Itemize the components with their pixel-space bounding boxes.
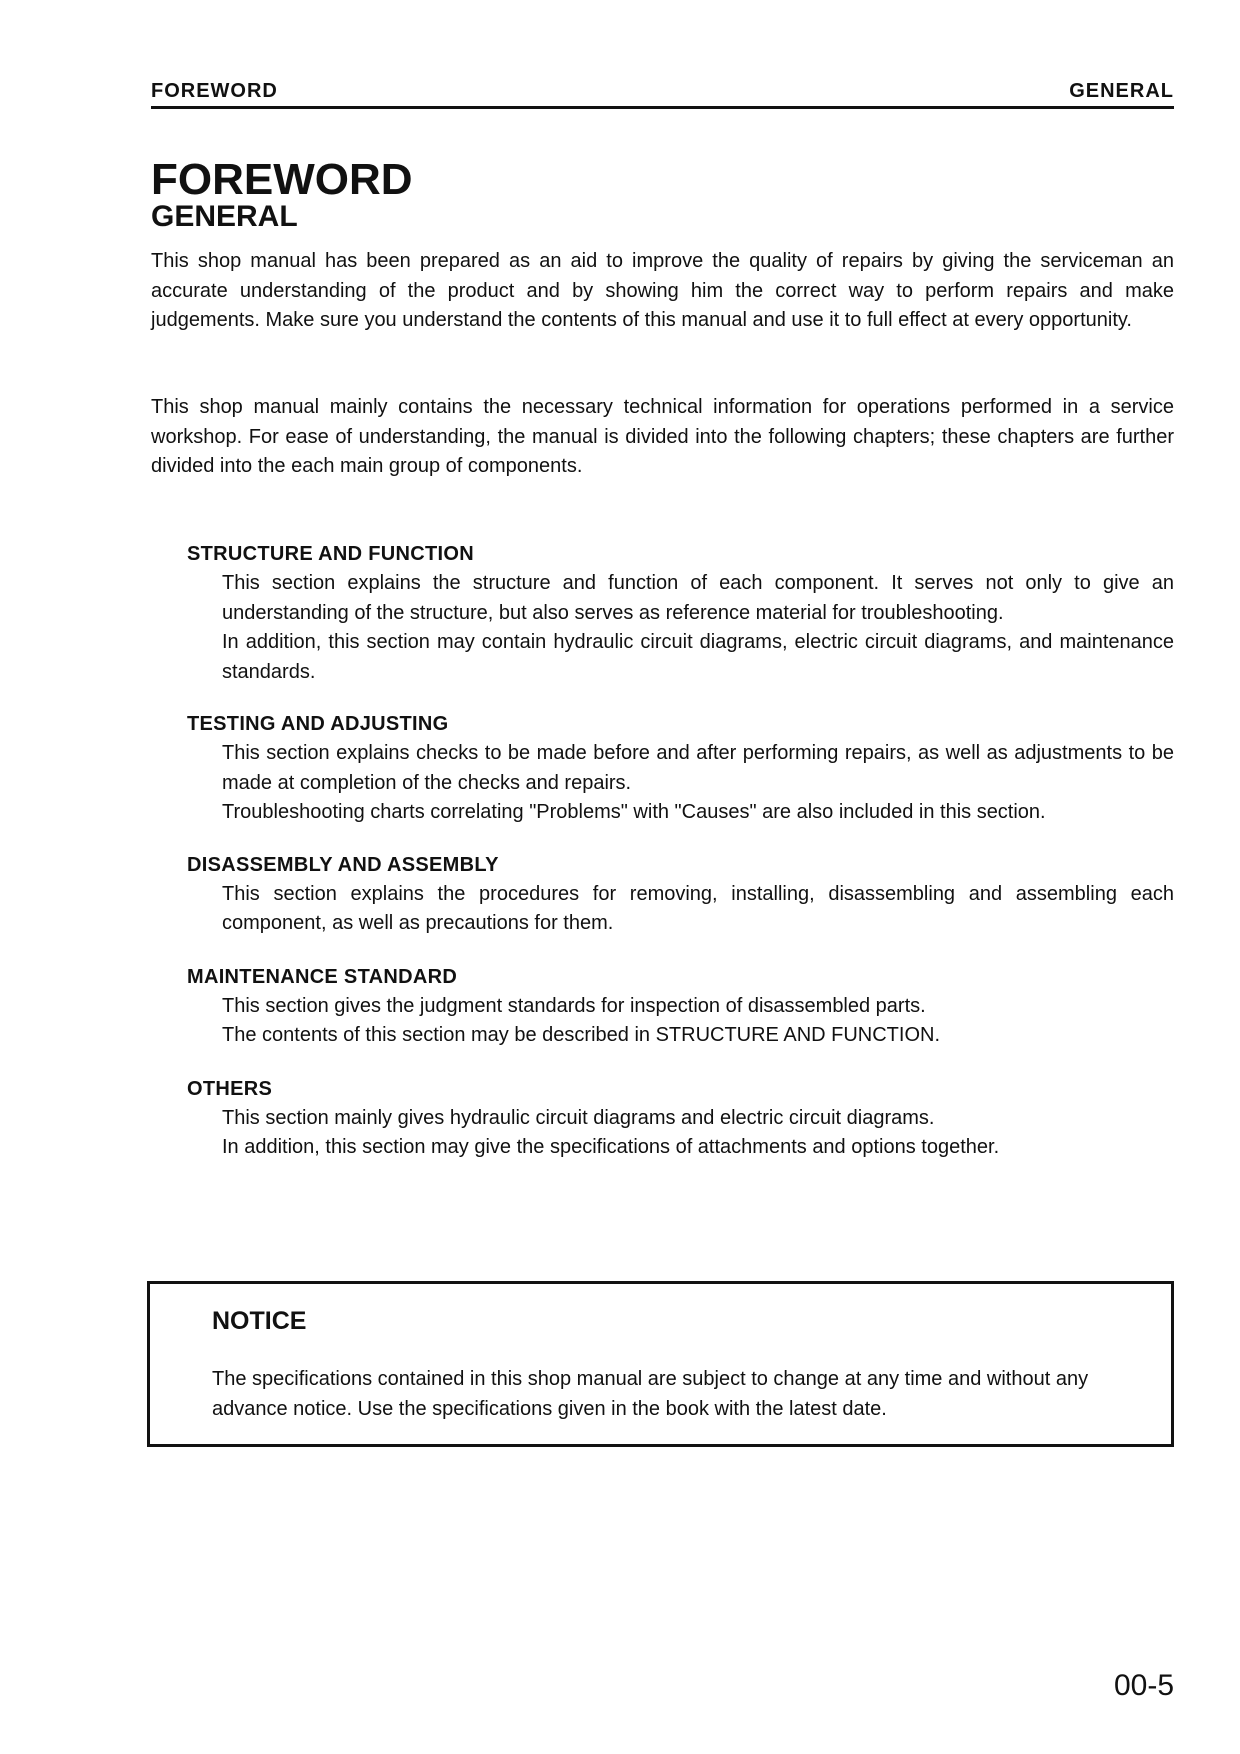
chapter-others: [187, 1074, 1174, 1163]
chapter-description: [222, 739, 1174, 828]
chapter-title: OTHERS: [187, 1077, 273, 1100]
chapter-description-line: This section mainly gives hydraulic circuit diagrams and electric circuit diagrams.: [222, 1106, 935, 1129]
chapter-title: MAINTENANCE STANDARD: [187, 965, 458, 988]
header-section-label: GENERAL: [1069, 80, 1174, 102]
chapter-testing-and-adjusting: [187, 709, 1174, 828]
chapter-description-line: Troubleshooting charts correlating "Problems" with "Causes" are also included in this section.: [222, 801, 1046, 823]
chapter-description-line: In addition, this section may give the specifications of attachments and options together.: [222, 1136, 1000, 1158]
chapter-title: TESTING AND ADJUSTING: [187, 713, 449, 735]
header-chapter-label: FOREWORD: [151, 80, 278, 102]
chapter-description-line: In addition, this section may contain hydraulic circuit diagrams, electric circuit diagrams, and maintenance standards.: [222, 631, 1174, 683]
page-number: 00-5: [1113, 1669, 1174, 1702]
chapter-description: [222, 992, 1174, 1051]
chapter-description-line: This section explains checks to be made before and after performing repairs, as well as adjustments to be made at completion of the checks and repairs.: [222, 742, 1174, 794]
notice-box: [147, 1281, 1174, 1447]
chapter-structure-and-function: [187, 539, 1174, 687]
page-subtitle: GENERAL: [151, 200, 298, 233]
page-title: FOREWORD: [151, 155, 413, 204]
chapter-title: STRUCTURE AND FUNCTION: [187, 543, 474, 565]
chapter-description-line: This section explains the procedures for removing, installing, disassembling and assembling each component, as well as precautions for them.: [222, 882, 1174, 934]
notice-text: The specifications contained in this shop manual are subject to change at any time and without any advance notice. Use the specifications given in the book with the latest date.: [212, 1368, 1089, 1420]
chapter-description-line: This section explains the structure and function of each component. It serves not only to give an understanding of the structure, but also serves as reference material for troubleshooting.: [222, 572, 1174, 624]
intro-paragraph: This shop manual has been prepared as an aid to improve the quality of repairs by giving the serviceman an accurate understanding of the product and by showing him the correct way to perform repairs and make judgements. Make sure you understand the contents of this manual and use it to full effect at every opportunity.: [151, 250, 1174, 331]
chapter-title: DISASSEMBLY AND ASSEMBLY: [187, 853, 499, 876]
chapter-maintenance-standard: [187, 962, 1174, 1051]
chapter-description: [222, 880, 1174, 939]
chapter-description-line: This section gives the judgment standards for inspection of disassembled parts.: [222, 994, 926, 1017]
chapter-disassembly-and-assembly: [187, 850, 1174, 939]
page-header: [151, 80, 1174, 109]
chapter-list: [187, 539, 1174, 1163]
contents-paragraph: This shop manual mainly contains the necessary technical information for operations performed in a service workshop. For ease of understanding, the manual is divided into the following chapters; these chapters are further divided into the each main group of components.: [151, 396, 1174, 477]
chapter-description-line: The contents of this section may be described in STRUCTURE AND FUNCTION.: [222, 1024, 941, 1046]
chapter-description: [222, 1104, 1174, 1163]
chapter-description: [222, 569, 1174, 687]
notice-title: NOTICE: [212, 1307, 307, 1335]
